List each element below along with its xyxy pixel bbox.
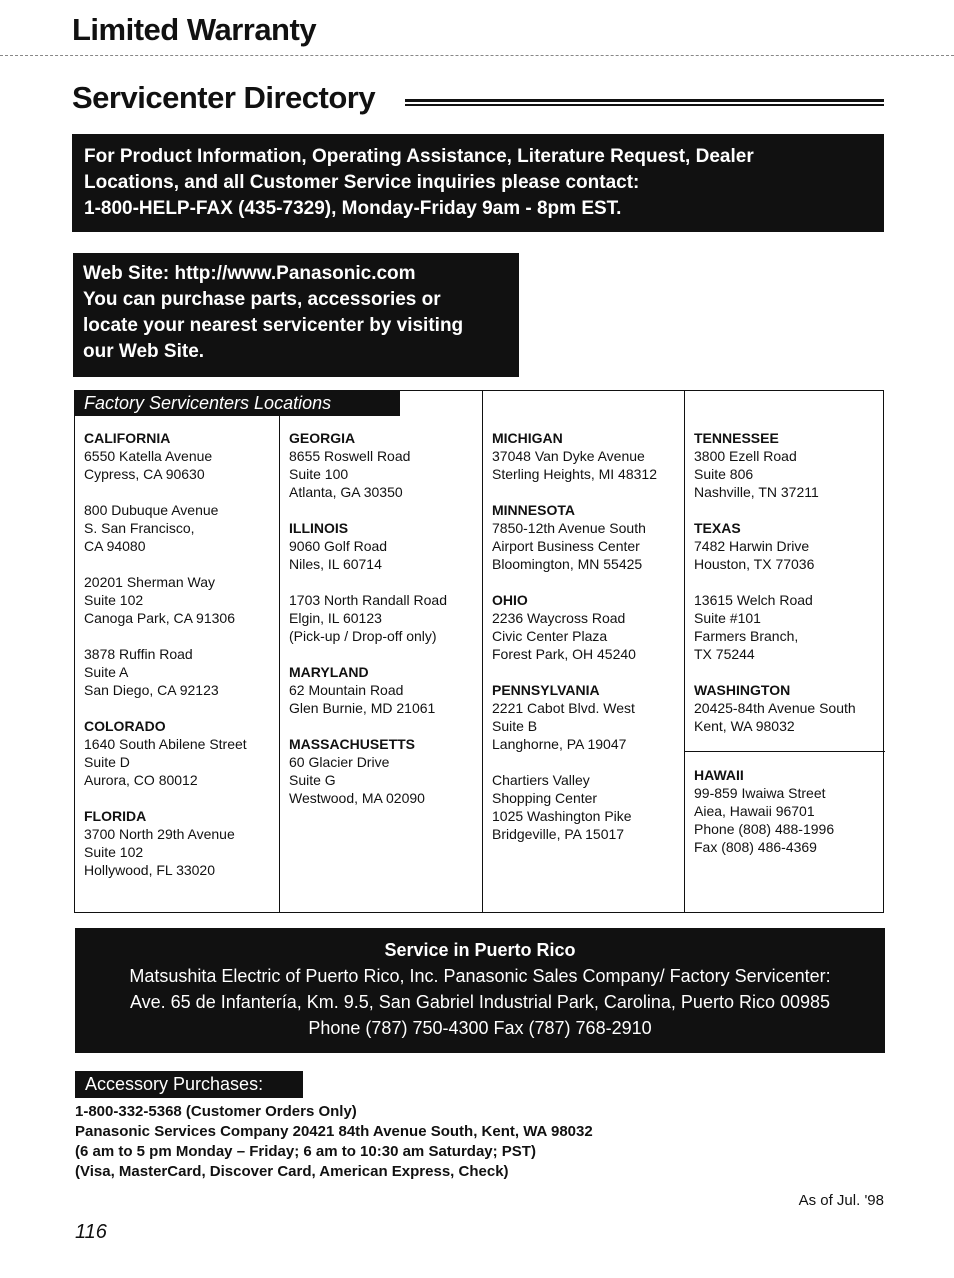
state-heading: OHIO <box>492 592 528 608</box>
address-line: Aurora, CO 80012 <box>84 772 198 788</box>
address-line: 800 Dubuque Avenue <box>84 502 219 518</box>
address-line: San Diego, CA 92123 <box>84 682 219 698</box>
address-line: 62 Mountain Road <box>289 682 404 698</box>
state-heading: MASSACHUSETTS <box>289 736 416 752</box>
address-line: Aiea, Hawaii 96701 <box>694 803 815 819</box>
contact-box <box>72 134 884 232</box>
spacer <box>492 753 684 771</box>
address-line: 7482 Harwin Drive <box>694 538 810 554</box>
address-line: 3800 Ezell Road <box>694 448 797 464</box>
contact-line: 1-800-HELP-FAX (435-7329), Monday-Friday 9am - 8pm EST. <box>84 198 622 219</box>
state-heading: MARYLAND <box>289 664 369 680</box>
title-rule <box>405 99 884 102</box>
address-line: Nashville, TN 37211 <box>694 484 819 500</box>
web-line: You can purchase parts, accessories or <box>83 289 441 310</box>
address-line: Chartiers Valley <box>492 772 590 788</box>
state-heading: ILLINOIS <box>289 520 349 536</box>
state-heading: TEXAS <box>694 520 741 536</box>
address-line: Sterling Heights, MI 48312 <box>492 466 657 482</box>
accessory-line: (6 am to 5 pm Monday – Friday; 6 am to 10:30 am Saturday; PST) <box>75 1143 536 1160</box>
spacer <box>84 483 279 501</box>
spacer <box>694 573 885 591</box>
address-line: Kent, WA 98032 <box>694 718 795 734</box>
address-line: Westwood, MA 02090 <box>289 790 425 806</box>
address-line: 7850-12th Avenue South <box>492 520 646 536</box>
as-of-date: As of Jul. '98 <box>798 1192 884 1209</box>
column <box>75 391 279 912</box>
address-line: 37048 Van Dyke Avenue <box>492 448 645 464</box>
address-line: TX 75244 <box>694 646 755 662</box>
address-line: Phone (808) 488-1996 <box>694 821 835 837</box>
address-line: Elgin, IL 60123 <box>289 610 382 626</box>
state-heading: MINNESOTA <box>492 502 575 518</box>
address-line: Civic Center Plaza <box>492 628 608 644</box>
column <box>684 391 885 912</box>
contact-line: For Product Information, Operating Assistance, Literature Request, Dealer <box>84 146 754 167</box>
address-line: 1640 South Abilene Street <box>84 736 247 752</box>
state-heading: FLORIDA <box>84 808 147 824</box>
puerto-rico-line: Phone (787) 750-4300 Fax (787) 768-2910 <box>308 1018 652 1038</box>
address-line: S. San Francisco, <box>84 520 195 536</box>
address-line: CA 94080 <box>84 538 146 554</box>
state-heading: HAWAII <box>694 767 744 783</box>
address-line: Canoga Park, CA 91306 <box>84 610 235 626</box>
address-line: 2236 Waycross Road <box>492 610 626 626</box>
column <box>279 391 482 912</box>
address-line: 3700 North 29th Avenue <box>84 826 235 842</box>
page-title: Limited Warranty <box>72 12 317 47</box>
column <box>482 391 684 912</box>
address-line: Suite #101 <box>694 610 761 626</box>
address-line: 9060 Golf Road <box>289 538 388 554</box>
accessory-line: 1-800-332-5368 (Customer Orders Only) <box>75 1103 357 1120</box>
accessory-line: (Visa, MasterCard, Discover Card, American Express, Check) <box>75 1163 509 1180</box>
web-line: our Web Site. <box>83 341 205 362</box>
address-line: Shopping Center <box>492 790 598 806</box>
divider <box>0 55 954 56</box>
address-line: 1703 North Randall Road <box>289 592 447 608</box>
address-line: Fax (808) 486-4369 <box>694 839 817 855</box>
address-line: 8655 Roswell Road <box>289 448 411 464</box>
puerto-rico-line: Matsushita Electric of Puerto Rico, Inc. Panasonic Sales Company/ Factory Servicenter: <box>129 966 831 986</box>
puerto-rico-title: Service in Puerto Rico <box>384 940 576 960</box>
address-line: Bloomington, MN 55425 <box>492 556 643 572</box>
state-heading: MICHIGAN <box>492 430 563 446</box>
address-line: Suite 102 <box>84 844 144 860</box>
puerto-rico-box <box>75 928 885 1053</box>
state-heading: TENNESSEE <box>694 430 779 446</box>
state-heading: GEORGIA <box>289 430 356 446</box>
web-box <box>73 253 519 377</box>
contact-line: Locations, and all Customer Service inquiries please contact: <box>84 172 640 193</box>
address-line: Bridgeville, PA 15017 <box>492 826 625 842</box>
address-line: (Pick-up / Drop-off only) <box>289 628 437 644</box>
servicenter-table <box>74 390 884 913</box>
address-line: Houston, TX 77036 <box>694 556 815 572</box>
page-number: 116 <box>75 1221 107 1243</box>
address-line: 3878 Ruffin Road <box>84 646 193 662</box>
address-line: Suite 806 <box>694 466 754 482</box>
address-line: Suite B <box>492 718 538 734</box>
state-heading: PENNSYLVANIA <box>492 682 600 698</box>
address-line: Forest Park, OH 45240 <box>492 646 636 662</box>
address-line: Atlanta, GA 30350 <box>289 484 403 500</box>
spacer <box>84 555 279 573</box>
address-line: 6550 Katella Avenue <box>84 448 213 464</box>
address-line: Suite A <box>84 664 129 680</box>
address-line: Airport Business Center <box>492 538 640 554</box>
factory-label: Factory Servicenters Locations <box>74 391 400 416</box>
state-heading: CALIFORNIA <box>84 430 171 446</box>
accessory-label: Accessory Purchases: <box>75 1071 303 1098</box>
address-line: Farmers Branch, <box>694 628 799 644</box>
address-line: Langhorne, PA 19047 <box>492 736 627 752</box>
spacer <box>289 573 482 591</box>
address-line: Glen Burnie, MD 21061 <box>289 700 436 716</box>
address-line: Hollywood, FL 33020 <box>84 862 216 878</box>
divider <box>685 751 885 766</box>
spacer <box>84 627 279 645</box>
address-line: 20425-84th Avenue South <box>694 700 856 716</box>
address-line: 60 Glacier Drive <box>289 754 390 770</box>
state-heading: COLORADO <box>84 718 166 734</box>
address-line: Cypress, CA 90630 <box>84 466 205 482</box>
address-line: 20201 Sherman Way <box>84 574 215 590</box>
address-line: 1025 Washington Pike <box>492 808 632 824</box>
address-line: Suite 102 <box>84 592 144 608</box>
address-line: Suite G <box>289 772 336 788</box>
section-title: Servicenter Directory <box>72 80 376 115</box>
address-line: 2221 Cabot Blvd. West <box>492 700 635 716</box>
address-line: 99-859 Iwaiwa Street <box>694 785 826 801</box>
web-line: locate your nearest servicenter by visiting <box>83 315 464 336</box>
address-line: Suite 100 <box>289 466 349 482</box>
address-line: 13615 Welch Road <box>694 592 813 608</box>
accessory-line: Panasonic Services Company 20421 84th Avenue South, Kent, WA 98032 <box>75 1123 593 1140</box>
address-line: Niles, IL 60714 <box>289 556 382 572</box>
state-heading: WASHINGTON <box>694 682 791 698</box>
title-rule <box>405 104 884 106</box>
web-line: Web Site: http://www.Panasonic.com <box>83 263 416 284</box>
address-line: Suite D <box>84 754 130 770</box>
accessory-info <box>75 1102 593 1182</box>
puerto-rico-line: Ave. 65 de Infantería, Km. 9.5, San Gabriel Industrial Park, Carolina, Puerto Rico 00985 <box>129 992 831 1012</box>
